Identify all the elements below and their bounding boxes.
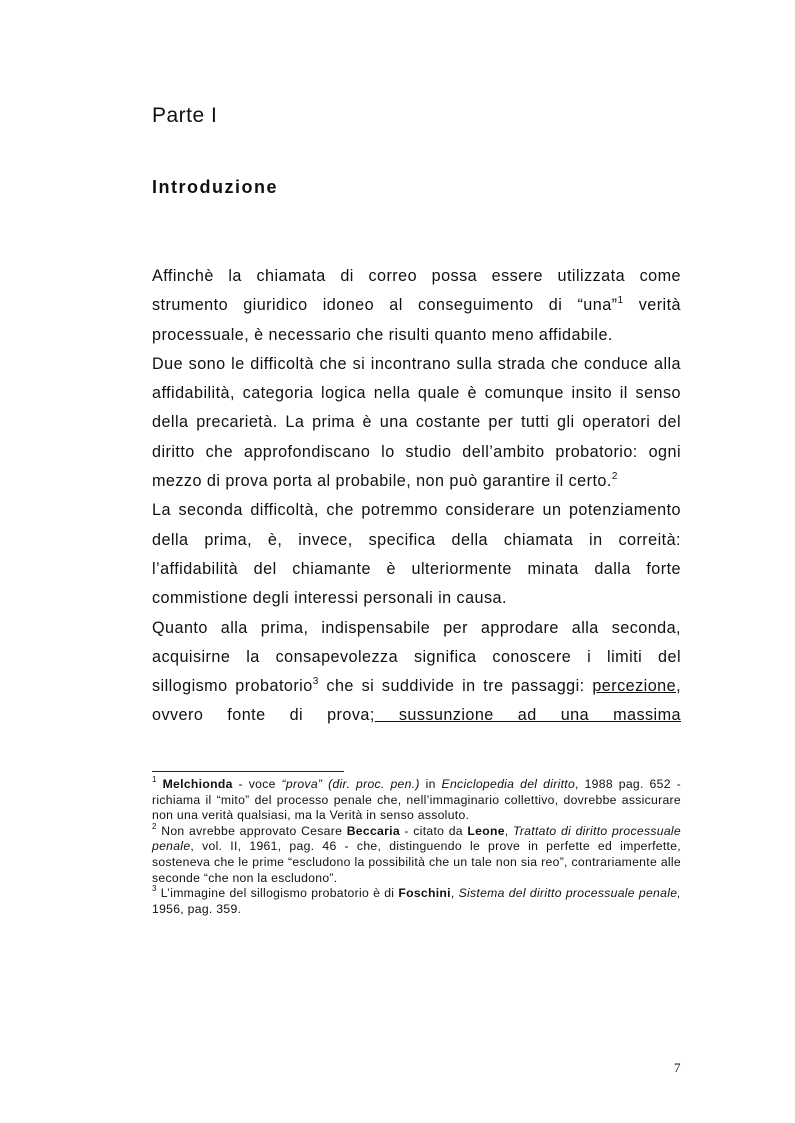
paragraph-2 <box>152 350 681 496</box>
page-number: 7 <box>674 1060 681 1075</box>
paragraph-4 <box>152 614 681 731</box>
paragraph-2-text: Due sono le difficoltà che si incontrano sulla strada che conduce alla affidabilità, categoria logica nella quale è comunque insito il senso della precarietà. La prima è una costante per tutti gli operatori del diritto che approfondiscano lo studio dell’ambito probatorio: ogni mezzo di prova porta al probabile, non può garantire il certo. <box>152 354 681 491</box>
footnote-2-number: 2 <box>152 821 157 831</box>
footnote-3-work: Sistema del diritto processuale penale, <box>458 886 681 901</box>
body-text <box>152 262 681 731</box>
footnote-1-text-a: - voce <box>232 777 282 791</box>
footnote-2-text-d: , vol. II, 1961, pag. 46 - che, distinguendo le prove in perfette ed imperfette, sosteneva che le prime “escludono la possibilità che un tale non sia reo”, contrariamente alle seconde “che non la escludono”. <box>152 839 681 885</box>
footnote-3 <box>152 886 681 917</box>
footnote-1-number: 1 <box>152 774 157 784</box>
footnote-separator <box>152 771 344 772</box>
footnote-1-entry: “prova” (dir. proc. pen.) <box>281 777 420 791</box>
footnote-3-number: 3 <box>152 884 157 894</box>
footnotes <box>152 774 681 917</box>
footnote-2-author-1: Beccaria <box>346 823 400 838</box>
footnote-3-text-b: , <box>450 886 459 901</box>
underlined-term-sussunzione: sussunzione ad una massima <box>374 706 681 725</box>
footnote-3-text-c: 1956, pag. 359. <box>152 901 242 916</box>
footnote-ref-1: 1 <box>617 294 624 306</box>
footnote-3-author: Foschini <box>398 886 451 901</box>
footnote-2-text-a: Non avrebbe approvato Cesare <box>156 823 347 838</box>
paragraph-4-text-a: Quanto alla prima, indispensabile per approdare alla seconda, acquisirne la consapevolezza significa conoscere i limiti del sillogismo probatorio <box>152 618 681 696</box>
footnote-2 <box>152 821 681 886</box>
footnote-2-text-b: - citato da <box>399 823 468 838</box>
paragraph-4-text-b: che si suddivide in tre passaggi: <box>318 677 593 696</box>
footnote-2-author-2: Leone <box>467 823 505 838</box>
paragraph-1-text-b: verità processuale, è necessario che risulti quanto meno affidabile. <box>152 296 682 344</box>
paragraph-3-text: La seconda difficoltà, che potremmo considerare un potenziamento della prima, è, invece, specifica della chiamata in correità: l’affidabilità del chiamante è ulteriormente minata dalla forte commistione degli interessi personali in causa. <box>152 501 681 608</box>
footnote-ref-3: 3 <box>312 675 319 687</box>
footnote-1-author: Melchionda <box>162 777 233 791</box>
part-title: Parte I <box>152 104 218 127</box>
footnote-1-text-b: in <box>419 777 442 791</box>
footnote-ref-2: 2 <box>611 470 618 482</box>
paragraph-1 <box>152 262 681 350</box>
footnote-1-text-c: , 1988 pag. 652 - richiama il “mito” del processo penale che, nell’immaginario collettivo, dovrebbe assicurare non una verità qualsiasi, ma la Verità in senso assoluto. <box>152 777 681 823</box>
paragraph-3 <box>152 496 681 613</box>
footnote-2-work: Trattato di diritto processuale penale <box>152 823 681 854</box>
section-title: Introduzione <box>152 177 278 197</box>
paragraph-1-text-a: Affinchè la chiamata di correo possa essere utilizzata come strumento giuridico idoneo al conseguimento di “una” <box>152 267 681 315</box>
footnote-1 <box>152 774 681 824</box>
paragraph-4-text-c: , ovvero fonte di prova; <box>152 677 682 725</box>
footnote-3-text-a: L’immagine del sillogismo probatorio è di <box>156 886 399 901</box>
footnote-1-work: Enciclopedia del diritto <box>441 777 576 791</box>
footnote-2-text-c: , <box>504 823 513 838</box>
underlined-term-percezione: percezione <box>592 677 677 696</box>
